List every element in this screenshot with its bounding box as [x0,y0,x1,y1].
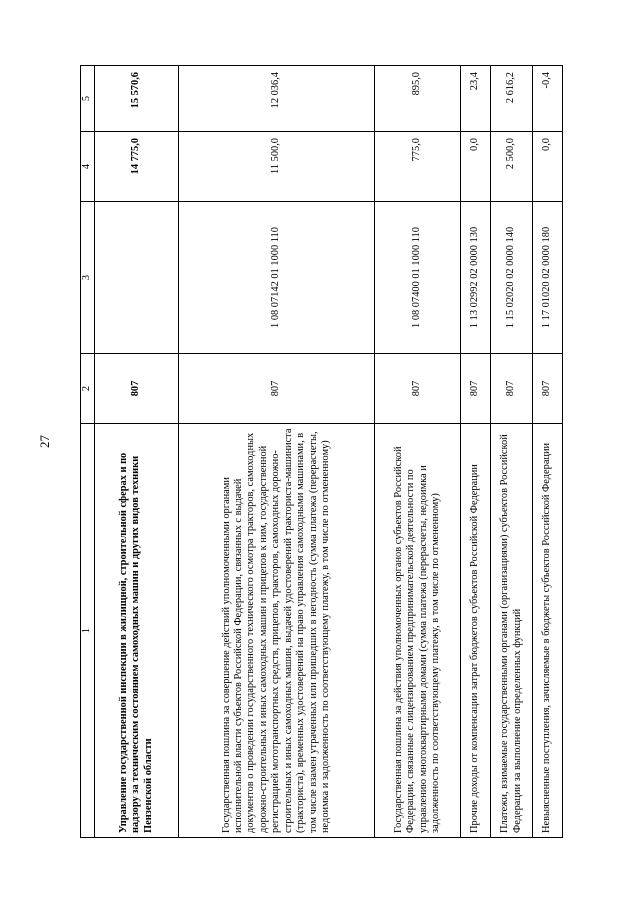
header-col-5: 5 [81,66,95,132]
page-number: 27 [37,435,52,448]
row-fact: 23,4 [461,66,491,132]
header-col-2: 2 [81,354,95,424]
row-code: 807 [95,354,179,424]
row-kbk: 1 08 07142 01 1000 110 [179,202,375,354]
row-code: 807 [533,354,563,424]
row-plan: 775,0 [375,132,461,202]
row-plan: 11 500,0 [179,132,375,202]
row-name: Невыясненные поступления, зачисляемые в бюджеты субъектов Российской Федерации [533,424,563,838]
table-row [375,66,461,838]
rotated-table-container [80,66,553,838]
row-code: 807 [375,354,461,424]
row-kbk: 1 13 02992 02 0000 130 [461,202,491,354]
row-code: 807 [461,354,491,424]
table-row [95,66,179,838]
row-code: 807 [179,354,375,424]
table-row [533,66,563,838]
header-col-4: 4 [81,132,95,202]
row-fact: 15 570,6 [95,66,179,132]
row-fact: 2 616,2 [491,66,533,132]
row-plan: 0,0 [533,132,563,202]
row-kbk: 1 17 01020 02 0000 180 [533,202,563,354]
header-row [81,66,95,838]
row-kbk: 1 08 07400 01 1000 110 [375,202,461,354]
row-kbk [95,202,179,354]
table-row [179,66,375,838]
row-plan: 0,0 [461,132,491,202]
revenue-table [80,65,563,838]
row-name: Управление государственной инспекции в жилищной, строительной сферах и по надзору за техническим состоянием самоходных машин и других видов техники Пензенской области [95,424,179,838]
row-fact: -0,4 [533,66,563,132]
row-name: Государственная пошлина за действия уполномоченных органов субъектов Российской Федерации, связанные с лицензированием предпринимательской деятельности по управлению многоквартирными домами (сумма платежа (перерасчеты, недоимка и задолженность по соответствующему платежу, в том числе по отмененному) [375,424,461,838]
header-col-1: 1 [81,424,95,838]
row-plan: 2 500,0 [491,132,533,202]
row-name: Платежи, взимаемые государственными органами (организациями) субъектов Российской Федерации за выполнение определенных функций [491,424,533,838]
table-row [461,66,491,838]
row-plan: 14 775,0 [95,132,179,202]
header-col-3: 3 [81,202,95,354]
row-name: Государственная пошлина за совершение действий уполномоченными органами исполнительной власти субъектов Российской Федерации, связанных с выдачей документов о проведении государственного технического осмотра тракторов, самоходных дорожно-строительных и иных самоходных машин и прицепов к ним, государственной регистрацией мототранспортных средств, прицепов, тракторов, самоходных дорожно-строительных и иных самоходных машин, выдачей удостоверений тракториста-машиниста (тракториста), временных удостоверений на право управления самоходными машинами, в том числе взамен утраченных или пришедших в негодность (сумма платежа (перерасчеты, недоимка и задолженность по соответствующему платежу, в том числе по отмененному) [179,424,375,838]
row-code: 807 [491,354,533,424]
table-row [491,66,533,838]
row-fact: 895,0 [375,66,461,132]
row-kbk: 1 15 02020 02 0000 140 [491,202,533,354]
row-name: Прочие доходы от компенсации затрат бюджетов субъектов Российской Федерации [461,424,491,838]
row-fact: 12 036,4 [179,66,375,132]
